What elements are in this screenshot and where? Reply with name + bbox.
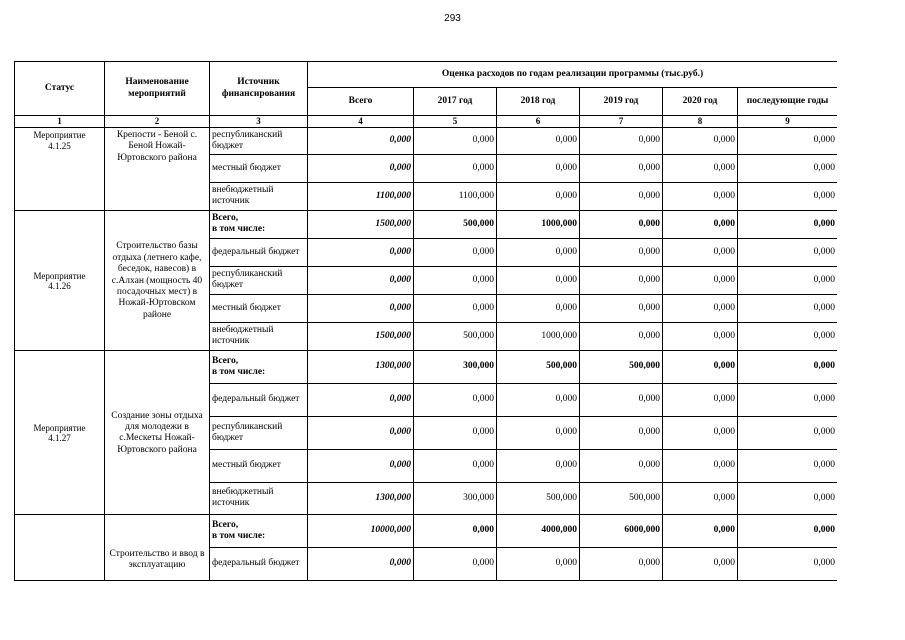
value-next: 0,000 — [738, 127, 838, 154]
header-2017: 2017 год — [414, 88, 497, 116]
value-2018: 0,000 — [497, 127, 580, 154]
value-total: 0,000 — [308, 294, 414, 322]
value-next: 0,000 — [738, 514, 838, 547]
status-cell: Мероприятие 4.1.27 — [15, 350, 105, 514]
value-2020: 0,000 — [663, 547, 738, 580]
value-2017: 0,000 — [414, 547, 497, 580]
column-number: 7 — [580, 116, 663, 128]
value-next: 0,000 — [738, 416, 838, 449]
source-total-cell: Всего, в том числе: — [210, 514, 308, 547]
value-next: 0,000 — [738, 182, 838, 210]
value-total: 0,000 — [308, 127, 414, 154]
value-2018: 0,000 — [497, 547, 580, 580]
column-number: 2 — [105, 116, 210, 128]
table-row — [15, 514, 838, 547]
value-next: 0,000 — [738, 322, 838, 350]
value-2020: 0,000 — [663, 350, 738, 383]
column-number: 6 — [497, 116, 580, 128]
value-2019: 0,000 — [580, 182, 663, 210]
value-2019: 0,000 — [580, 416, 663, 449]
value-2018: 0,000 — [497, 182, 580, 210]
value-total: 0,000 — [308, 449, 414, 482]
value-2018: 500,000 — [497, 350, 580, 383]
value-2019: 0,000 — [580, 210, 663, 238]
status-cell: Мероприятие 4.1.26 — [15, 210, 105, 350]
column-number: 1 — [15, 116, 105, 128]
value-next: 0,000 — [738, 266, 838, 294]
value-total: 1500,000 — [308, 210, 414, 238]
value-2017: 1100,000 — [414, 182, 497, 210]
value-total: 0,000 — [308, 383, 414, 416]
table-row — [15, 210, 838, 238]
value-2017: 0,000 — [414, 238, 497, 266]
value-total: 0,000 — [308, 547, 414, 580]
column-number: 8 — [663, 116, 738, 128]
column-number: 5 — [414, 116, 497, 128]
value-2019: 500,000 — [580, 482, 663, 514]
column-number-row — [15, 116, 838, 128]
value-2020: 0,000 — [663, 154, 738, 182]
source-cell: местный бюджет — [210, 294, 308, 322]
header-name: Наименование мероприятий — [105, 62, 210, 116]
value-next: 0,000 — [738, 449, 838, 482]
status-cell — [15, 514, 105, 580]
value-2017: 500,000 — [414, 210, 497, 238]
value-2020: 0,000 — [663, 416, 738, 449]
value-2020: 0,000 — [663, 238, 738, 266]
value-2018: 0,000 — [497, 416, 580, 449]
value-total: 1500,000 — [308, 322, 414, 350]
value-2017: 0,000 — [414, 154, 497, 182]
value-2020: 0,000 — [663, 182, 738, 210]
value-2020: 0,000 — [663, 266, 738, 294]
value-total: 1300,000 — [308, 482, 414, 514]
column-number: 9 — [738, 116, 838, 128]
header-2019: 2019 год — [580, 88, 663, 116]
value-total: 0,000 — [308, 238, 414, 266]
value-next: 0,000 — [738, 238, 838, 266]
value-2019: 0,000 — [580, 294, 663, 322]
header-2018: 2018 год — [497, 88, 580, 116]
value-2019: 500,000 — [580, 350, 663, 383]
value-2018: 1000,000 — [497, 210, 580, 238]
value-total: 1300,000 — [308, 350, 414, 383]
value-2020: 0,000 — [663, 449, 738, 482]
value-2017: 0,000 — [414, 449, 497, 482]
value-2017: 0,000 — [414, 416, 497, 449]
header-status: Статус — [15, 62, 105, 116]
value-2018: 4000,000 — [497, 514, 580, 547]
value-2018: 0,000 — [497, 294, 580, 322]
event-name-cell: Строительство и ввод в эксплуатацию — [105, 514, 210, 580]
header-next-years: последующие годы — [738, 88, 838, 116]
source-cell: местный бюджет — [210, 154, 308, 182]
value-next: 0,000 — [738, 294, 838, 322]
table-row — [15, 127, 838, 154]
value-2018: 0,000 — [497, 266, 580, 294]
header-row-1 — [15, 62, 838, 88]
budget-table-container — [14, 61, 837, 581]
source-total-cell: Всего, в том числе: — [210, 350, 308, 383]
value-next: 0,000 — [738, 154, 838, 182]
value-2020: 0,000 — [663, 383, 738, 416]
source-cell: федеральный бюджет — [210, 547, 308, 580]
header-estimate: Оценка расходов по годам реализации программы (тыс.руб.) — [308, 62, 838, 88]
value-2017: 500,000 — [414, 322, 497, 350]
value-2019: 0,000 — [580, 127, 663, 154]
header-total: Всего — [308, 88, 414, 116]
value-2018: 0,000 — [497, 238, 580, 266]
value-2017: 0,000 — [414, 294, 497, 322]
value-2019: 0,000 — [580, 154, 663, 182]
value-2019: 0,000 — [580, 449, 663, 482]
value-next: 0,000 — [738, 482, 838, 514]
value-2019: 0,000 — [580, 547, 663, 580]
source-cell: республиканский бюджет — [210, 266, 308, 294]
value-2017: 300,000 — [414, 482, 497, 514]
table-row — [15, 350, 838, 383]
budget-table — [14, 61, 837, 581]
value-2020: 0,000 — [663, 210, 738, 238]
value-next: 0,000 — [738, 210, 838, 238]
column-number: 3 — [210, 116, 308, 128]
value-2019: 0,000 — [580, 266, 663, 294]
value-total: 10000,000 — [308, 514, 414, 547]
header-2020: 2020 год — [663, 88, 738, 116]
value-2020: 0,000 — [663, 514, 738, 547]
value-total: 0,000 — [308, 154, 414, 182]
value-next: 0,000 — [738, 350, 838, 383]
event-name-cell: Крепости - Беной с. Беной Ножай- Юртовского района — [105, 127, 210, 210]
value-2018: 1000,000 — [497, 322, 580, 350]
value-2020: 0,000 — [663, 294, 738, 322]
event-name-cell: Создание зоны отдыха для молодежи в с.Мескеты Ножай-Юртовского района — [105, 350, 210, 514]
value-2020: 0,000 — [663, 322, 738, 350]
source-cell: федеральный бюджет — [210, 383, 308, 416]
value-next: 0,000 — [738, 547, 838, 580]
source-cell: внебюджетный источник — [210, 182, 308, 210]
column-number: 4 — [308, 116, 414, 128]
event-name-cell: Строительство базы отдыха (летнего кафе, беседок, навесов) в с.Алхан (мощность 40 посадочных мест) в Ножай-Юртовском районе — [105, 210, 210, 350]
value-2019: 0,000 — [580, 322, 663, 350]
value-2019: 0,000 — [580, 383, 663, 416]
value-total: 0,000 — [308, 266, 414, 294]
value-2020: 0,000 — [663, 482, 738, 514]
value-2018: 0,000 — [497, 383, 580, 416]
value-2018: 0,000 — [497, 154, 580, 182]
source-cell: республиканский бюджет — [210, 416, 308, 449]
value-2020: 0,000 — [663, 127, 738, 154]
value-next: 0,000 — [738, 383, 838, 416]
source-cell: республиканский бюджет — [210, 127, 308, 154]
page-number: 293 — [444, 13, 461, 24]
value-2018: 500,000 — [497, 482, 580, 514]
status-cell: Мероприятие 4.1.25 — [15, 127, 105, 210]
source-cell: федеральный бюджет — [210, 238, 308, 266]
value-2019: 0,000 — [580, 238, 663, 266]
value-2017: 0,000 — [414, 383, 497, 416]
value-2017: 0,000 — [414, 266, 497, 294]
source-cell: внебюджетный источник — [210, 482, 308, 514]
value-total: 0,000 — [308, 416, 414, 449]
source-total-cell: Всего, в том числе: — [210, 210, 308, 238]
value-total: 1100,000 — [308, 182, 414, 210]
value-2017: 300,000 — [414, 350, 497, 383]
source-cell: внебюджетный источник — [210, 322, 308, 350]
value-2019: 6000,000 — [580, 514, 663, 547]
value-2018: 0,000 — [497, 449, 580, 482]
value-2017: 0,000 — [414, 127, 497, 154]
header-source: Источник финансирования — [210, 62, 308, 116]
value-2017: 0,000 — [414, 514, 497, 547]
source-cell: местный бюджет — [210, 449, 308, 482]
